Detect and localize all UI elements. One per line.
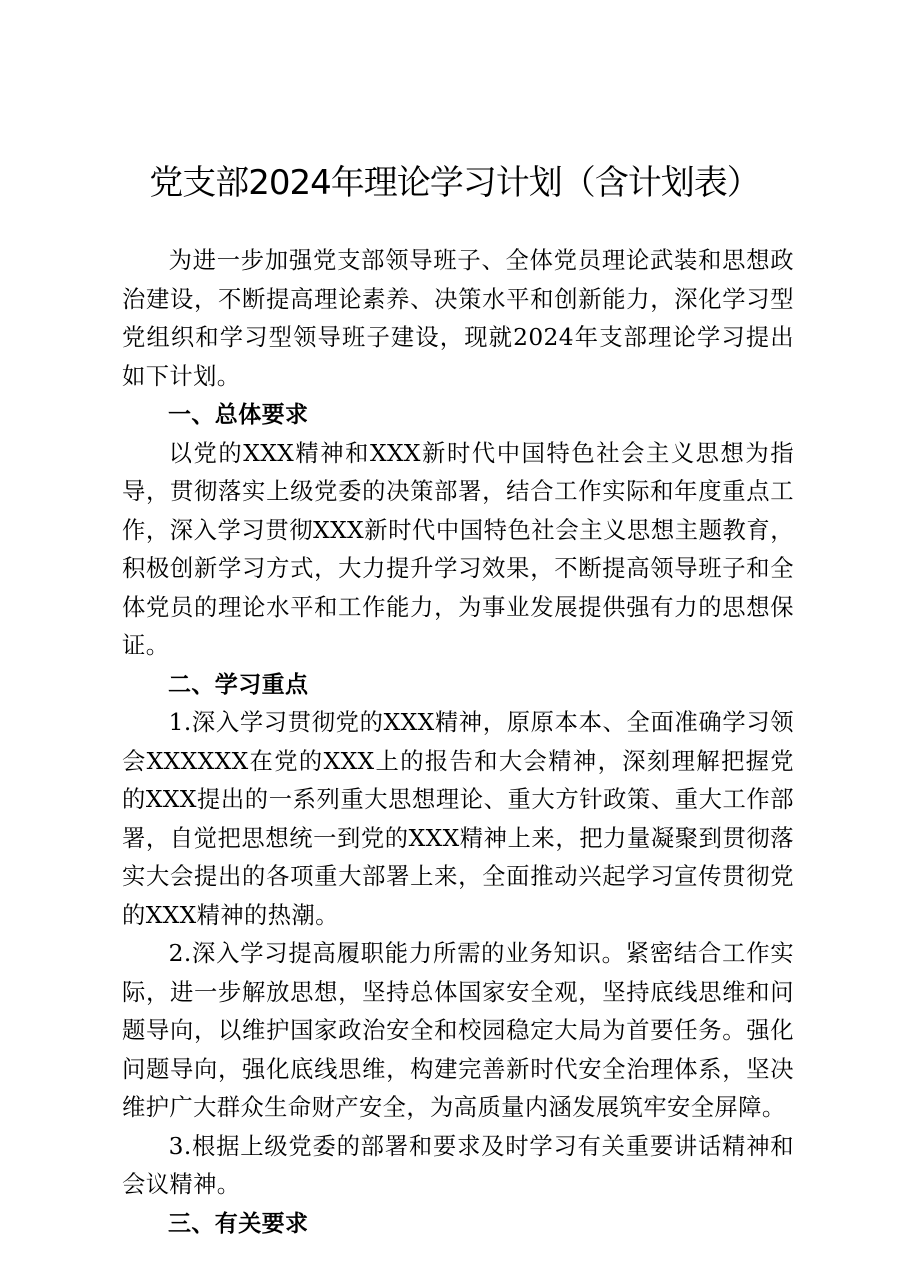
document-title: 党支部2024年理论学习计划（含计划表） — [149, 163, 760, 203]
study-focus-item-2: 2.深入学习提高履职能力所需的业务知识。紧密结合工作实际，进一步解放思想，坚持总体国家安全观，坚持底线思维和问题导向，以维护国家政治安全和校园稳定大局为首要任务。强化问题导向，强化底线思维，构建完善新时代安全治理体系，坚决维护广大群众生命财产安全，为高质量内涵发展筑牢安全屏障。 — [122, 940, 794, 1121]
intro-paragraph: 为进一步加强党支部领导班子、全体党员理论武装和思想政治建设，不断提高理论素养、决策水平和创新能力，深化学习型党组织和学习型领导班子建设，现就2024年支部理论学习提出如下计划。 — [122, 247, 794, 390]
general-requirements-paragraph: 以党的XXX精神和XXX新时代中国特色社会主义思想为指导，贯彻落实上级党委的决策部署，结合工作实际和年度重点工作，深入学习贯彻XXX新时代中国特色社会主义思想主题教育，积极创新学习方式，大力提升学习效果，不断提高领导班子和全体党员的理论水平和工作能力，为事业发展提供强有力的思想保证。 — [122, 439, 794, 659]
section-heading-general-requirements: 一、总体要求 — [168, 402, 309, 428]
study-focus-item-1: 1.深入学习贯彻党的XXX精神，原原本本、全面准确学习领会XXXXXX在党的XXX上的报告和大会精神，深刻理解把握党的XXX提出的一系列重大思想理论、重大方针政策、重大工作部署，自觉把思想统一到党的XXX精神上来，把力量凝聚到贯彻落实大会提出的各项重大部署上来，全面推动兴起学习宣传贯彻党的XXX精神的热潮。 — [122, 709, 794, 929]
section-heading-related-requirements: 三、有关要求 — [168, 1210, 309, 1237]
document-body — [122, 242, 794, 1243]
study-focus-item-3: 3.根据上级党委的部署和要求及时学习有关重要讲话精神和会议精神。 — [122, 1132, 794, 1198]
section-heading-study-focus: 二、学习重点 — [168, 671, 309, 698]
